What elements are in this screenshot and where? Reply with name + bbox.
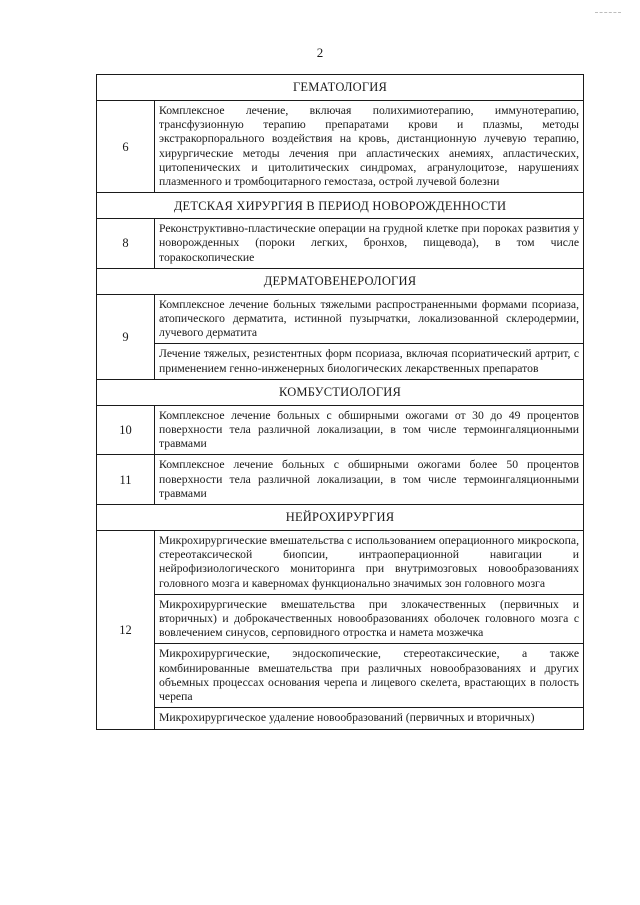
row-number: 11 (97, 455, 155, 505)
treatment-description: Комплексное лечение, включая полихимиотерапию, иммунотерапию, трансфузионную терапию препаратами крови и плазмы, методы экстракорпорального воздействия на кровь, дистанционную лучевую терапию, хирургические методы лечения при апластических анемиях, апластических, цитопенических и цитолитических синдромах, агранулоцитозе, нарушениях плазменного и тромбоцитарного гемостаза, острой лучевой болезни (155, 101, 584, 193)
section-header-row (97, 379, 584, 405)
treatment-description: Микрохирургические вмешательства с использованием операционного микроскопа, стереотаксической биопсии, интраоперационной навигации и нейрофизиологического мониторинга при внутримозговых новообразованиях головного мозга и каверномах функционально значимых зон головного мозга (155, 531, 584, 595)
row-number: 6 (97, 101, 155, 193)
treatment-description: Комплексное лечение больных с обширными ожогами более 50 процентов поверхности тела различной локализации, в том числе термоингаляционными травмами (155, 455, 584, 505)
section-header-row (97, 193, 584, 219)
treatment-description: Комплексное лечение больных тяжелыми распространенными формами псориаза, атопического дерматита, истинной пузырчатки, локализованной склеродермии, лучевого дерматита (155, 294, 584, 344)
table-row (97, 101, 584, 193)
table-row (97, 294, 584, 344)
table-row (97, 344, 584, 379)
table-row (97, 455, 584, 505)
row-number: 9 (97, 294, 155, 379)
table-row (97, 644, 584, 708)
row-number: 12 (97, 531, 155, 729)
row-number: 8 (97, 219, 155, 269)
table-row (97, 594, 584, 644)
treatment-description: Лечение тяжелых, резистентных форм псориаза, включая псориатический артрит, с применением генно-инженерных биологических лекарственных препаратов (155, 344, 584, 379)
table-row (97, 405, 584, 455)
section-title: НЕЙРОХИРУРГИЯ (97, 505, 584, 531)
section-header-row (97, 505, 584, 531)
scan-corner-mark (595, 12, 621, 13)
page-number: 2 (316, 45, 324, 60)
treatment-description: Комплексное лечение больных с обширными ожогами от 30 до 49 процентов поверхности тела различной локализации, в том числе термоингаляционными травмами (155, 405, 584, 455)
table-row (97, 708, 584, 729)
row-number: 10 (97, 405, 155, 455)
treatment-description: Микрохирургическое удаление новообразований (первичных и вторичных) (155, 708, 584, 729)
section-header-row (97, 268, 584, 294)
section-title: ГЕМАТОЛОГИЯ (97, 75, 584, 101)
table-row (97, 219, 584, 269)
services-table (96, 74, 584, 730)
table-row (97, 531, 584, 595)
section-title: ДЕТСКАЯ ХИРУРГИЯ В ПЕРИОД НОВОРОЖДЕННОСТИ (97, 193, 584, 219)
section-title: ДЕРМАТОВЕНЕРОЛОГИЯ (97, 268, 584, 294)
section-header-row (97, 75, 584, 101)
treatment-description: Реконструктивно-пластические операции на грудной клетке при пороках развития у новорожденных (пороки легких, бронхов, пищевода), в том числе торакоскопические (155, 219, 584, 269)
section-title: КОМБУСТИОЛОГИЯ (97, 379, 584, 405)
treatment-description: Микрохирургические, эндоскопические, стереотаксические, а также комбинированные вмешательства при различных новообразованиях и других объемных процессах основания черепа и лицевого скелета, врастающих в полость черепа (155, 644, 584, 708)
treatment-description: Микрохирургические вмешательства при злокачественных (первичных и вторичных) и доброкачественных новообразованиях оболочек головного мозга с вовлечением синусов, серповидного отростка и намета мозжечка (155, 594, 584, 644)
